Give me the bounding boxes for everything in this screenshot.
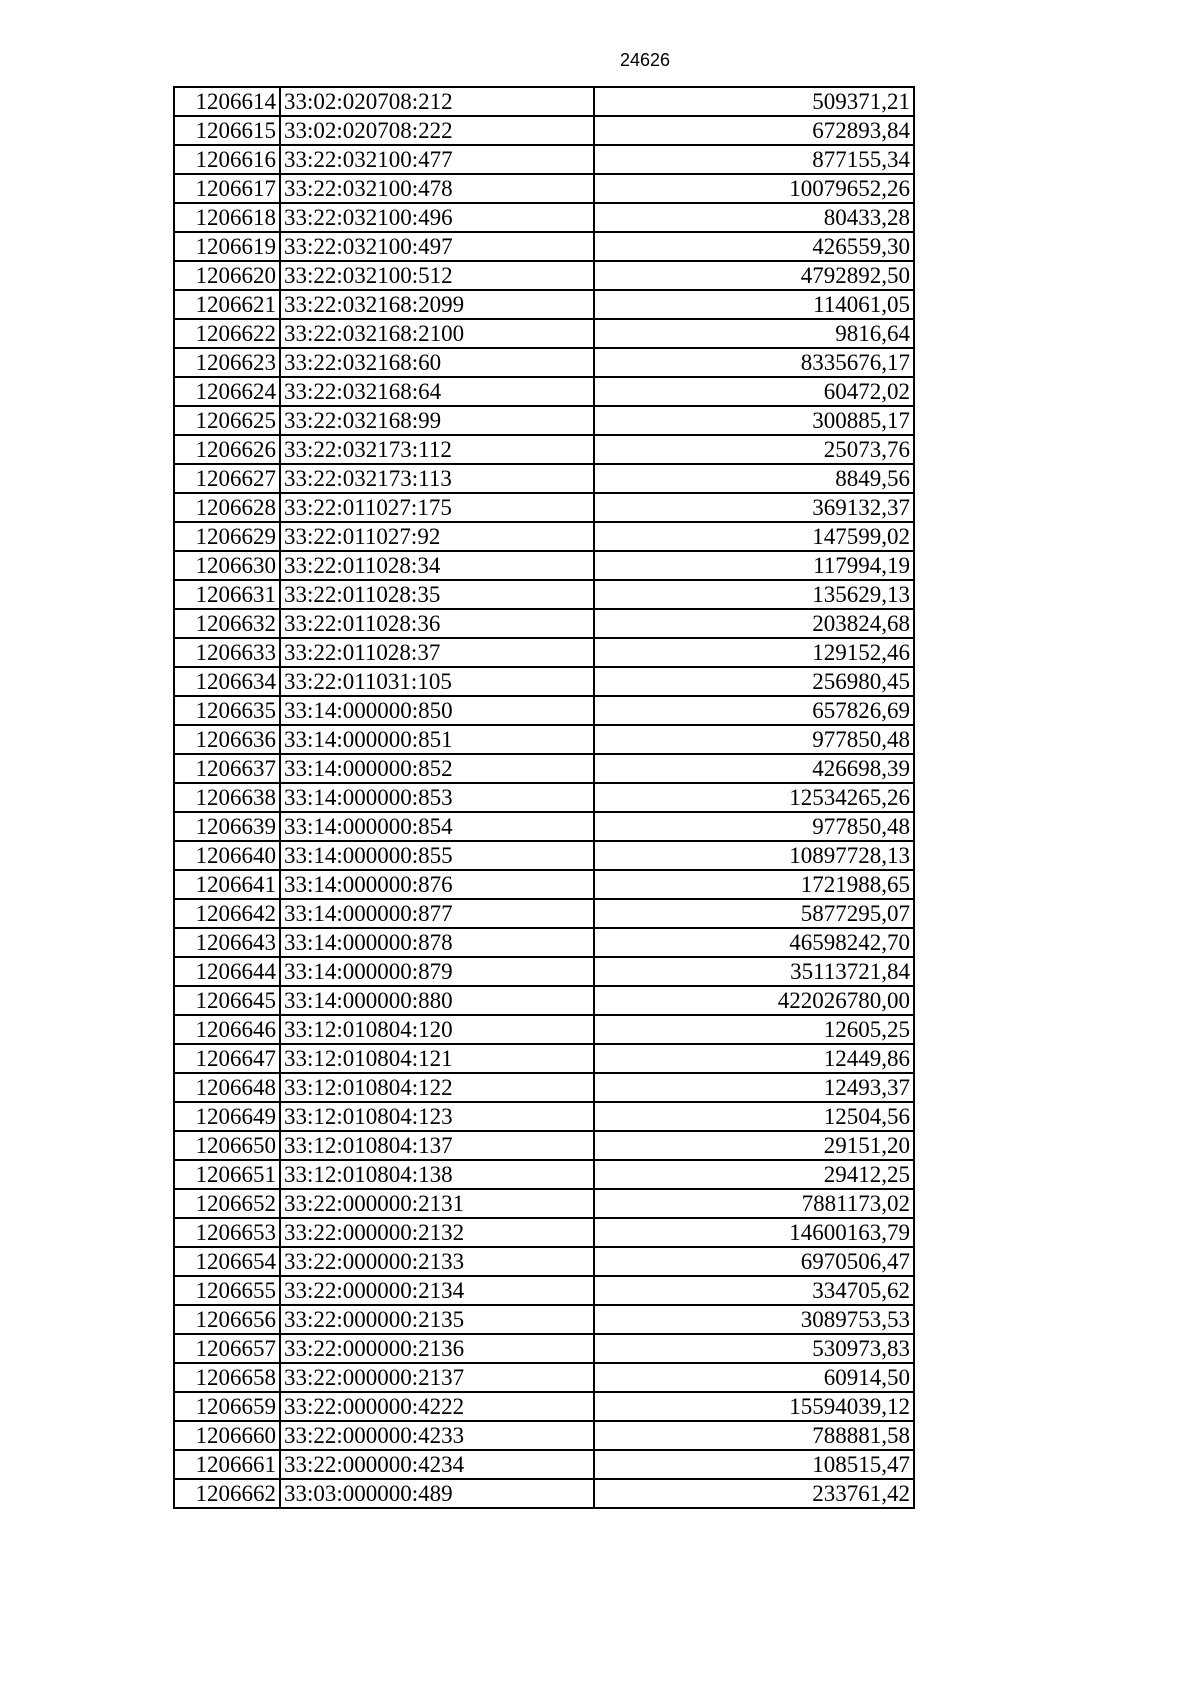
record-id-cell: 1206648 — [174, 1073, 280, 1102]
table-row — [174, 1247, 914, 1276]
cadastral-value-cell: 108515,47 — [594, 1450, 914, 1479]
cadastral-number-cell: 33:02:020708:222 — [280, 116, 594, 145]
record-id-cell: 1206614 — [174, 87, 280, 116]
cadastral-number-cell: 33:22:032168:99 — [280, 406, 594, 435]
table-row — [174, 725, 914, 754]
cadastral-value-cell: 334705,62 — [594, 1276, 914, 1305]
cadastral-value-cell: 147599,02 — [594, 522, 914, 551]
record-id-cell: 1206622 — [174, 319, 280, 348]
table-row — [174, 1305, 914, 1334]
record-id-cell: 1206619 — [174, 232, 280, 261]
cadastral-value-cell: 60472,02 — [594, 377, 914, 406]
table-row — [174, 1363, 914, 1392]
cadastral-value-cell: 35113721,84 — [594, 957, 914, 986]
cadastral-value-cell: 29412,25 — [594, 1160, 914, 1189]
table-row — [174, 928, 914, 957]
cadastral-value-cell: 114061,05 — [594, 290, 914, 319]
cadastral-number-cell: 33:12:010804:123 — [280, 1102, 594, 1131]
cadastral-number-cell: 33:22:011031:105 — [280, 667, 594, 696]
table-row — [174, 1189, 914, 1218]
cadastral-value-cell: 129152,46 — [594, 638, 914, 667]
record-id-cell: 1206625 — [174, 406, 280, 435]
cadastral-number-cell: 33:22:000000:4222 — [280, 1392, 594, 1421]
cadastral-value-cell: 426698,39 — [594, 754, 914, 783]
cadastral-value-cell: 12449,86 — [594, 1044, 914, 1073]
table-row — [174, 1421, 914, 1450]
record-id-cell: 1206620 — [174, 261, 280, 290]
table-row — [174, 609, 914, 638]
cadastral-number-cell: 33:02:020708:212 — [280, 87, 594, 116]
table-row — [174, 841, 914, 870]
record-id-cell: 1206626 — [174, 435, 280, 464]
record-id-cell: 1206661 — [174, 1450, 280, 1479]
cadastral-value-cell: 203824,68 — [594, 609, 914, 638]
cadastral-number-cell: 33:14:000000:853 — [280, 783, 594, 812]
cadastral-number-cell: 33:14:000000:876 — [280, 870, 594, 899]
table-row — [174, 464, 914, 493]
cadastral-value-cell: 117994,19 — [594, 551, 914, 580]
cadastral-value-cell: 5877295,07 — [594, 899, 914, 928]
cadastral-value-cell: 6970506,47 — [594, 1247, 914, 1276]
cadastral-number-cell: 33:14:000000:854 — [280, 812, 594, 841]
record-id-cell: 1206618 — [174, 203, 280, 232]
record-id-cell: 1206649 — [174, 1102, 280, 1131]
cadastral-value-cell: 369132,37 — [594, 493, 914, 522]
cadastral-value-cell: 977850,48 — [594, 725, 914, 754]
record-id-cell: 1206653 — [174, 1218, 280, 1247]
cadastral-number-cell: 33:22:000000:2135 — [280, 1305, 594, 1334]
cadastral-value-cell: 530973,83 — [594, 1334, 914, 1363]
table-row — [174, 783, 914, 812]
record-id-cell: 1206656 — [174, 1305, 280, 1334]
record-id-cell: 1206629 — [174, 522, 280, 551]
table-row — [174, 1044, 914, 1073]
cadastral-value-cell: 1721988,65 — [594, 870, 914, 899]
table-row — [174, 145, 914, 174]
table-row — [174, 377, 914, 406]
table-row — [174, 348, 914, 377]
record-id-cell: 1206651 — [174, 1160, 280, 1189]
table-row — [174, 812, 914, 841]
record-id-cell: 1206660 — [174, 1421, 280, 1450]
cadastral-number-cell: 33:12:010804:121 — [280, 1044, 594, 1073]
cadastral-number-cell: 33:22:032168:60 — [280, 348, 594, 377]
table-row — [174, 1131, 914, 1160]
cadastral-value-cell: 60914,50 — [594, 1363, 914, 1392]
record-id-cell: 1206624 — [174, 377, 280, 406]
cadastral-value-cell: 233761,42 — [594, 1479, 914, 1508]
table-row — [174, 870, 914, 899]
record-id-cell: 1206642 — [174, 899, 280, 928]
record-id-cell: 1206628 — [174, 493, 280, 522]
record-id-cell: 1206630 — [174, 551, 280, 580]
table-row — [174, 406, 914, 435]
record-id-cell: 1206627 — [174, 464, 280, 493]
cadastral-value-cell: 877155,34 — [594, 145, 914, 174]
table-row — [174, 638, 914, 667]
cadastral-number-cell: 33:22:000000:2132 — [280, 1218, 594, 1247]
records-table-body — [174, 87, 914, 1508]
cadastral-number-cell: 33:22:032173:113 — [280, 464, 594, 493]
cadastral-number-cell: 33:22:011028:37 — [280, 638, 594, 667]
cadastral-number-cell: 33:22:011027:92 — [280, 522, 594, 551]
table-row — [174, 1160, 914, 1189]
cadastral-number-cell: 33:22:032100:477 — [280, 145, 594, 174]
cadastral-value-cell: 15594039,12 — [594, 1392, 914, 1421]
cadastral-value-cell: 7881173,02 — [594, 1189, 914, 1218]
record-id-cell: 1206616 — [174, 145, 280, 174]
record-id-cell: 1206615 — [174, 116, 280, 145]
cadastral-number-cell: 33:22:011027:175 — [280, 493, 594, 522]
cadastral-number-cell: 33:22:000000:2137 — [280, 1363, 594, 1392]
cadastral-number-cell: 33:14:000000:879 — [280, 957, 594, 986]
cadastral-value-cell: 14600163,79 — [594, 1218, 914, 1247]
table-row — [174, 493, 914, 522]
cadastral-number-cell: 33:22:000000:2133 — [280, 1247, 594, 1276]
cadastral-value-cell: 8335676,17 — [594, 348, 914, 377]
table-row — [174, 174, 914, 203]
cadastral-number-cell: 33:14:000000:851 — [280, 725, 594, 754]
cadastral-number-cell: 33:14:000000:855 — [280, 841, 594, 870]
record-id-cell: 1206643 — [174, 928, 280, 957]
record-id-cell: 1206647 — [174, 1044, 280, 1073]
record-id-cell: 1206644 — [174, 957, 280, 986]
cadastral-number-cell: 33:22:032168:64 — [280, 377, 594, 406]
record-id-cell: 1206657 — [174, 1334, 280, 1363]
cadastral-value-cell: 4792892,50 — [594, 261, 914, 290]
record-id-cell: 1206633 — [174, 638, 280, 667]
table-row — [174, 87, 914, 116]
cadastral-number-cell: 33:22:032173:112 — [280, 435, 594, 464]
table-row — [174, 551, 914, 580]
cadastral-number-cell: 33:22:032100:496 — [280, 203, 594, 232]
record-id-cell: 1206621 — [174, 290, 280, 319]
cadastral-number-cell: 33:14:000000:880 — [280, 986, 594, 1015]
cadastral-value-cell: 422026780,00 — [594, 986, 914, 1015]
table-row — [174, 1392, 914, 1421]
table-row — [174, 1218, 914, 1247]
table-row — [174, 116, 914, 145]
cadastral-value-cell: 29151,20 — [594, 1131, 914, 1160]
record-id-cell: 1206637 — [174, 754, 280, 783]
cadastral-value-cell: 300885,17 — [594, 406, 914, 435]
cadastral-value-cell: 8849,56 — [594, 464, 914, 493]
table-row — [174, 1479, 914, 1508]
cadastral-number-cell: 33:12:010804:120 — [280, 1015, 594, 1044]
table-row — [174, 435, 914, 464]
record-id-cell: 1206631 — [174, 580, 280, 609]
record-id-cell: 1206632 — [174, 609, 280, 638]
cadastral-number-cell: 33:14:000000:877 — [280, 899, 594, 928]
cadastral-value-cell: 46598242,70 — [594, 928, 914, 957]
table-row — [174, 957, 914, 986]
cadastral-value-cell: 256980,45 — [594, 667, 914, 696]
table-row — [174, 290, 914, 319]
cadastral-value-cell: 977850,48 — [594, 812, 914, 841]
cadastral-value-cell: 80433,28 — [594, 203, 914, 232]
record-id-cell: 1206645 — [174, 986, 280, 1015]
cadastral-number-cell: 33:22:011028:36 — [280, 609, 594, 638]
cadastral-number-cell: 33:12:010804:122 — [280, 1073, 594, 1102]
table-row — [174, 1073, 914, 1102]
cadastral-value-cell: 3089753,53 — [594, 1305, 914, 1334]
cadastral-number-cell: 33:22:011028:34 — [280, 551, 594, 580]
cadastral-value-cell: 10079652,26 — [594, 174, 914, 203]
record-id-cell: 1206658 — [174, 1363, 280, 1392]
cadastral-value-cell: 135629,13 — [594, 580, 914, 609]
cadastral-value-cell: 12605,25 — [594, 1015, 914, 1044]
record-id-cell: 1206617 — [174, 174, 280, 203]
record-id-cell: 1206654 — [174, 1247, 280, 1276]
table-row — [174, 754, 914, 783]
cadastral-value-cell: 12504,56 — [594, 1102, 914, 1131]
cadastral-number-cell: 33:22:000000:2134 — [280, 1276, 594, 1305]
table-row — [174, 1015, 914, 1044]
table-row — [174, 580, 914, 609]
record-id-cell: 1206646 — [174, 1015, 280, 1044]
cadastral-number-cell: 33:22:000000:2136 — [280, 1334, 594, 1363]
record-id-cell: 1206662 — [174, 1479, 280, 1508]
table-row — [174, 1450, 914, 1479]
cadastral-number-cell: 33:12:010804:138 — [280, 1160, 594, 1189]
cadastral-number-cell: 33:22:032168:2100 — [280, 319, 594, 348]
cadastral-number-cell: 33:14:000000:852 — [280, 754, 594, 783]
cadastral-number-cell: 33:14:000000:850 — [280, 696, 594, 725]
cadastral-value-cell: 25073,76 — [594, 435, 914, 464]
cadastral-value-cell: 12493,37 — [594, 1073, 914, 1102]
table-row — [174, 261, 914, 290]
cadastral-value-cell: 426559,30 — [594, 232, 914, 261]
record-id-cell: 1206634 — [174, 667, 280, 696]
record-id-cell: 1206638 — [174, 783, 280, 812]
table-row — [174, 319, 914, 348]
table-row — [174, 232, 914, 261]
table-row — [174, 203, 914, 232]
record-id-cell: 1206635 — [174, 696, 280, 725]
record-id-cell: 1206659 — [174, 1392, 280, 1421]
cadastral-value-cell: 12534265,26 — [594, 783, 914, 812]
cadastral-number-cell: 33:22:000000:2131 — [280, 1189, 594, 1218]
record-id-cell: 1206639 — [174, 812, 280, 841]
cadastral-value-cell: 657826,69 — [594, 696, 914, 725]
cadastral-number-cell: 33:14:000000:878 — [280, 928, 594, 957]
table-row — [174, 696, 914, 725]
record-id-cell: 1206640 — [174, 841, 280, 870]
cadastral-number-cell: 33:22:032100:512 — [280, 261, 594, 290]
cadastral-number-cell: 33:12:010804:137 — [280, 1131, 594, 1160]
record-id-cell: 1206636 — [174, 725, 280, 754]
cadastral-number-cell: 33:22:032100:497 — [280, 232, 594, 261]
cadastral-number-cell: 33:03:000000:489 — [280, 1479, 594, 1508]
record-id-cell: 1206650 — [174, 1131, 280, 1160]
table-row — [174, 986, 914, 1015]
cadastral-number-cell: 33:22:011028:35 — [280, 580, 594, 609]
record-id-cell: 1206652 — [174, 1189, 280, 1218]
cadastral-value-cell: 10897728,13 — [594, 841, 914, 870]
table-row — [174, 667, 914, 696]
cadastral-number-cell: 33:22:000000:4233 — [280, 1421, 594, 1450]
records-table — [173, 86, 915, 1509]
cadastral-value-cell: 788881,58 — [594, 1421, 914, 1450]
cadastral-value-cell: 672893,84 — [594, 116, 914, 145]
table-row — [174, 1102, 914, 1131]
record-id-cell: 1206655 — [174, 1276, 280, 1305]
record-id-cell: 1206623 — [174, 348, 280, 377]
cadastral-value-cell: 9816,64 — [594, 319, 914, 348]
table-row — [174, 899, 914, 928]
cadastral-value-cell: 509371,21 — [594, 87, 914, 116]
page-number: 24626 — [619, 50, 671, 70]
record-id-cell: 1206641 — [174, 870, 280, 899]
table-row — [174, 522, 914, 551]
table-row — [174, 1276, 914, 1305]
cadastral-number-cell: 33:22:032168:2099 — [280, 290, 594, 319]
table-row — [174, 1334, 914, 1363]
cadastral-number-cell: 33:22:000000:4234 — [280, 1450, 594, 1479]
cadastral-number-cell: 33:22:032100:478 — [280, 174, 594, 203]
